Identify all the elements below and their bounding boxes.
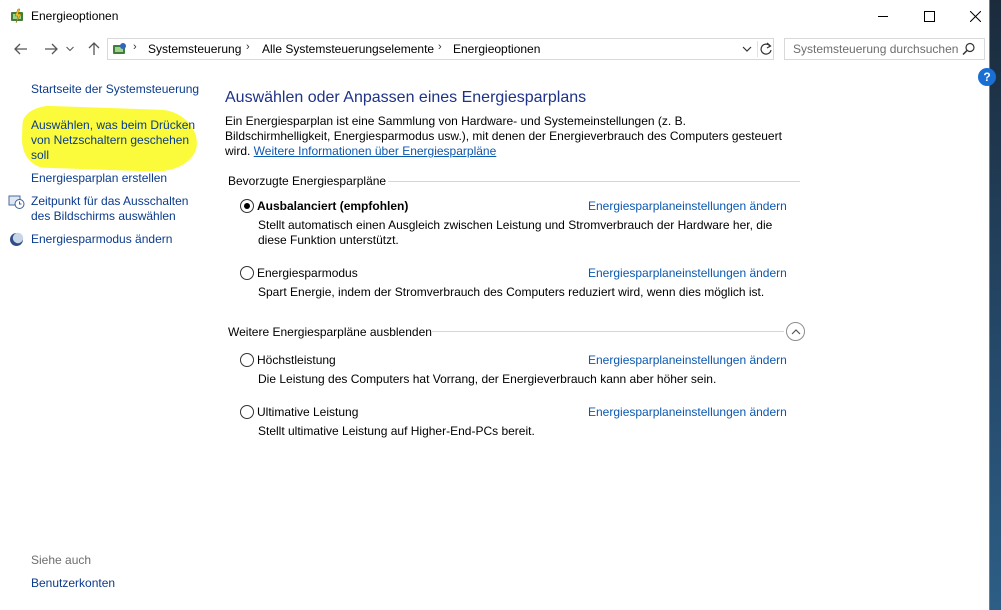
breadcrumb-alle-elemente[interactable]: Alle Systemsteuerungselemente bbox=[262, 42, 435, 56]
sleep-mode-icon bbox=[8, 231, 25, 248]
minimize-button[interactable] bbox=[860, 0, 906, 32]
see-also-heading: Siehe auch bbox=[31, 553, 92, 567]
search-box[interactable] bbox=[784, 38, 985, 60]
address-dropdown-button[interactable] bbox=[741, 43, 753, 55]
arrow-left-icon bbox=[14, 43, 28, 55]
maximize-icon bbox=[924, 11, 935, 22]
plan-settings-link-energiesparmodus[interactable]: Energiesparplaneinstellungen ändern bbox=[588, 266, 787, 280]
up-button[interactable] bbox=[83, 39, 105, 59]
plan-settings-link-ultimative-leistung[interactable]: Energiesparplaneinstellungen ändern bbox=[588, 405, 787, 419]
plan-radio-ausbalanciert[interactable] bbox=[240, 199, 254, 213]
breadcrumb-energieoptionen[interactable]: Energieoptionen bbox=[453, 42, 541, 56]
more-plans-heading[interactable]: Weitere Energiesparpläne ausblenden bbox=[228, 325, 432, 339]
back-button[interactable] bbox=[10, 39, 32, 59]
maximize-button[interactable] bbox=[906, 0, 952, 32]
window-title: Energieoptionen bbox=[31, 9, 119, 23]
chevron-up-icon bbox=[791, 328, 801, 335]
plan-desc-hoechstleistung: Die Leistung des Computers hat Vorrang, der Energieverbrauch kann aber höher sein. bbox=[258, 372, 717, 386]
arrow-up-icon bbox=[88, 42, 100, 56]
collapse-button[interactable] bbox=[786, 322, 805, 341]
chevron-down-icon bbox=[741, 43, 753, 55]
breadcrumb-separator-icon: › bbox=[246, 41, 250, 53]
group-divider bbox=[432, 331, 784, 332]
breadcrumb-separator-icon: › bbox=[133, 41, 137, 53]
power-options-icon bbox=[9, 8, 26, 25]
breadcrumb-separator-icon: › bbox=[438, 41, 442, 53]
plan-desc-energiesparmodus: Spart Energie, indem der Stromverbrauch des Computers reduziert wird, wenn dies möglich ist. bbox=[258, 285, 765, 299]
navigation-bar bbox=[0, 33, 989, 65]
search-icon[interactable] bbox=[962, 42, 976, 56]
sidebar-item-benutzerkonten[interactable]: Benutzerkonten bbox=[31, 576, 116, 590]
search-input[interactable] bbox=[785, 39, 960, 59]
more-info-link[interactable]: Weitere Informationen über Energiesparpläne bbox=[253, 144, 497, 158]
sidebar-item-bildschirm-ausschalten[interactable]: Zeitpunkt für das Ausschalten des Bildschirms auswählen bbox=[31, 194, 189, 223]
plan-desc-ausbalanciert: Stellt automatisch einen Ausgleich zwischen Leistung und Stromverbrauch der Hardware her, die diese Funktion unterstützt. bbox=[258, 218, 773, 247]
control-panel-icon bbox=[111, 41, 128, 58]
arrow-right-icon bbox=[44, 43, 58, 55]
plan-settings-link-ausbalanciert[interactable]: Energiesparplaneinstellungen ändern bbox=[588, 199, 787, 213]
plan-settings-link-hoechstleistung[interactable]: Energiesparplaneinstellungen ändern bbox=[588, 353, 787, 367]
intro-text bbox=[225, 114, 785, 159]
preferred-plans-heading: Bevorzugte Energiesparpläne bbox=[228, 174, 387, 188]
refresh-icon bbox=[759, 41, 773, 57]
sidebar-item-startseite[interactable]: Startseite der Systemsteuerung bbox=[31, 82, 200, 96]
plan-radio-ultimative-leistung[interactable] bbox=[240, 405, 254, 419]
minimize-icon bbox=[878, 11, 889, 22]
plan-radio-hoechstleistung[interactable] bbox=[240, 353, 254, 367]
plan-name-energiesparmodus[interactable]: Energiesparmodus bbox=[257, 266, 358, 280]
address-bar[interactable] bbox=[107, 38, 774, 60]
desktop-background bbox=[990, 0, 1001, 610]
display-timer-icon bbox=[8, 193, 25, 210]
help-button[interactable]: ? bbox=[978, 68, 996, 86]
plan-radio-energiesparmodus[interactable] bbox=[240, 266, 254, 280]
recent-locations-button[interactable] bbox=[63, 39, 77, 59]
forward-button[interactable] bbox=[40, 39, 62, 59]
group-divider bbox=[388, 181, 800, 182]
intro-text-body: Ein Energiesparplan ist eine Sammlung von Hardware- und Systemeinstellungen (z. B. Bildschirmhelligkeit, Energiesparmodus usw.), mit denen der Energieverbrauch des Computers gesteuert wird. bbox=[225, 114, 782, 158]
close-icon bbox=[970, 11, 981, 22]
sidebar-item-plan-erstellen[interactable]: Energiesparplan erstellen bbox=[31, 171, 168, 185]
plan-desc-ultimative-leistung: Stellt ultimative Leistung auf Higher-End-PCs bereit. bbox=[258, 424, 535, 438]
refresh-button[interactable] bbox=[757, 41, 773, 57]
sidebar-item-energiesparmodus[interactable]: Energiesparmodus ändern bbox=[31, 232, 173, 246]
plan-name-hoechstleistung[interactable]: Höchstleistung bbox=[257, 353, 336, 367]
breadcrumb-systemsteuerung[interactable]: Systemsteuerung bbox=[148, 42, 242, 56]
page-title: Auswählen oder Anpassen eines Energiesparplans bbox=[225, 89, 587, 106]
title-bar bbox=[0, 0, 990, 33]
plan-name-ultimative-leistung[interactable]: Ultimative Leistung bbox=[257, 405, 359, 419]
sidebar-item-netzschalter[interactable]: Auswählen, was beim Drücken von Netzschaltern geschehen soll bbox=[31, 118, 196, 162]
plan-name-ausbalanciert[interactable]: Ausbalanciert (empfohlen) bbox=[257, 199, 409, 213]
chevron-down-icon bbox=[66, 46, 74, 52]
